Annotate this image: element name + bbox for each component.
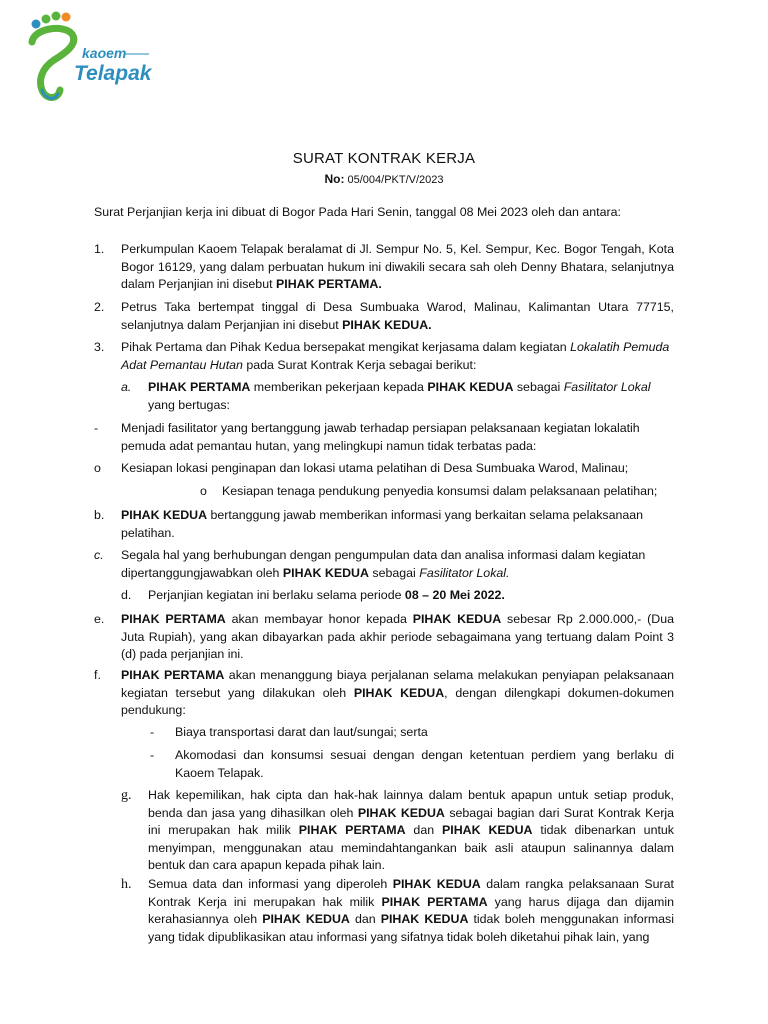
toe-dot-icon [62,13,71,22]
duty-paragraph: Menjadi fasilitator yang bertanggung jawab terhadap persiapan pelaksanaan kegiatan lokalatih pemuda adat pemantau hutan, yang melingkupi namun tidak terbatas pada: [121,421,640,453]
party-two-label: PIHAK KEDUA [357,805,445,820]
party-two-label: PIHAK KEDUA [427,380,514,394]
dash-marker: - [150,725,155,739]
clause-b-paragraph [121,507,674,542]
page-title: SURAT KONTRAK KERJA [292,150,476,167]
text: akan membayar honor kepada [225,612,413,626]
agreement-paragraph [121,339,674,374]
text: sebagai [513,380,564,394]
party-two-paragraph [121,299,674,334]
clause-a-paragraph [148,379,674,414]
text: yang bertugas: [148,397,230,412]
bullet-marker: o [94,461,101,475]
dash-marker: - [150,748,155,762]
party-one-label: PIHAK PERTAMA [148,380,251,394]
clause-g-paragraph [148,787,674,875]
dash-marker: - [94,421,99,435]
kaoem-telapak-logo [24,10,184,110]
toe-dot-icon [32,20,41,29]
party-one-label: PIHAK PERTAMA [381,894,488,909]
text: Hak kepemilikan, hak cipta dan hak-hak lainnya dalam bentuk apapun untuk setiap produk, benda dan jasa yang dihasilkan oleh [148,788,674,820]
marker-text: c. [94,548,104,562]
text: Segala hal yang berhubungan dengan pengumpulan data dan analisa informasi dalam kegiatan dipertanggungjawabkan oleh [121,548,646,580]
text: Perjanjian kegiatan ini berlaku selama periode [148,588,405,602]
clause-d-paragraph [148,587,674,605]
item-marker: 1. [94,242,105,256]
clause-f-paragraph [121,667,674,720]
item-marker: e. [94,612,105,626]
text: pada Surat Kontrak Kerja sebagai berikut: [242,357,477,372]
item-marker [94,547,104,565]
party-two-label: PIHAK KEDUA [121,508,208,522]
text: Semua data dan informasi yang diperoleh [148,877,393,891]
text: sebesar Rp 2.000.000,- (Dua Juta Rupiah), yang akan dibayarkan pada akhir periode sebagaimana yang tertuang dalam Point 3 (d) pada perjanjian ini. [121,612,674,661]
text: tidak boleh menggunakan informasi yang tidak dipublikasikan atau informasi yang sifatnya tidak boleh diketahui pihak lain, yang [148,912,674,944]
text: bertanggung jawab memberikan informasi yang berkaitan selama pelaksanaan pelatihan. [121,508,644,540]
role-name: Fasilitator Lokal [563,380,651,394]
item-marker: b. [94,508,105,522]
clause-e-paragraph [121,611,674,664]
doc-no-label: No: [324,172,345,186]
text: dan [405,823,442,837]
text: tidak dibenarkan untuk menyimpan, menggunakan atau memindahtangankan baik asli ataupun salinannya dalam bentuk dan cara apapun kepada pihak lain. [148,823,674,872]
party-one-label: PIHAK PERTAMA. [275,277,382,291]
text: Pihak Pertama dan Pihak Kedua bersepakat mengikat kerjasama dalam kegiatan [121,340,571,354]
item-marker: d. [121,588,132,602]
party-one-label: PIHAK PERTAMA [121,612,226,626]
text: , dengan dilengkapi dokumen-dokumen pendukung: [121,685,674,717]
intro-paragraph: Surat Perjanjian kerja ini dibuat di Bogor Pada Hari Senin, tanggal 08 Mei 2023 oleh dan antara: [94,205,621,219]
party-two-label: PIHAK KEDUA [262,912,350,926]
period-dates: 08 – 20 Mei 2022. [404,588,505,602]
item-marker: h. [121,877,132,892]
role-name: Fasilitator Lokal. [419,565,510,580]
doc-no-value: 05/004/PKT/V/2023 [347,174,444,186]
marker-text: a. [121,380,132,394]
text: Perkumpulan Kaoem Telapak beralamat di Jl. Sempur No. 5, Kel. Sempur, Kec. Bogor Tengah, Kota Bogor 16129, yang dalam perbuatan hukum ini diwakili secara sah oleh Denny Bhatara, selanjutnya dalam Perjanjian ini disebut [121,242,674,291]
party-two-label: PIHAK KEDUA [353,685,445,700]
text: yang harus dijaga dan dijamin kerahasiannya oleh [148,894,675,926]
item-marker: 3. [94,340,105,354]
activity-name: Lokalatih Pemuda Adat Pemantau Hutan [121,340,670,372]
item-marker [121,379,131,397]
text: dan [349,912,381,926]
document-number [0,172,768,186]
supporting-document-item: Akomodasi dan konsumsi sesuai dengan dengan ketentuan perdiem yang berlaku di Kaoem Telapak. [175,748,674,780]
logo-text-line1: kaoem [82,45,127,61]
toe-dot-icon [42,15,51,24]
party-two-label: PIHAK KEDUA [392,877,481,891]
party-two-label: PIHAK KEDUA [282,565,369,580]
duty-item: Kesiapan lokasi penginapan dan lokasi utama pelatihan di Desa Sumbuaka Warod, Malinau; [121,461,629,475]
text: Petrus Taka bertempat tinggal di Desa Sumbuaka Warod, Malinau, Kalimantan Utara 77715, selanjutnya dalam Perjanjian ini disebut [121,300,674,332]
toe-dot-icon [52,12,61,21]
party-one-label: PIHAK PERTAMA [121,668,225,682]
party-one-paragraph [121,241,674,294]
logo-text-line2: Telapak [74,62,152,85]
item-marker: 2. [94,300,105,314]
party-two-label: PIHAK KEDUA [442,823,533,837]
item-marker: f. [94,668,101,682]
supporting-document-item: Biaya transportasi darat dan laut/sungai; serta [175,725,428,739]
duty-item: Kesiapan tenaga pendukung penyedia konsumsi dalam pelaksanaan pelatihan; [222,484,658,498]
text: akan menanggung biaya perjalanan selama melakukan penyiapan pelaksanaan kegiatan tersebut yang dilakukan oleh [121,668,675,700]
clause-c-paragraph [121,547,674,582]
party-two-label: PIHAK KEDUA. [342,317,432,332]
bullet-marker: o [200,484,207,498]
foot-swoosh-icon [32,28,74,97]
party-one-label: PIHAK PERTAMA [298,823,406,837]
party-two-label: PIHAK KEDUA [380,912,469,926]
clause-h-paragraph [148,876,674,946]
text: memberikan pekerjaan kepada [250,380,428,394]
item-marker: g. [121,788,132,803]
text: dalam rangka pelaksanaan Surat Kontrak Kerja ini merupakan hak milik [148,877,674,909]
text: sebagai [368,565,420,580]
party-two-label: PIHAK KEDUA [412,612,502,626]
text: sebagai bagian dari Surat Kontrak Kerja ini merupakan hak milik [148,805,674,837]
